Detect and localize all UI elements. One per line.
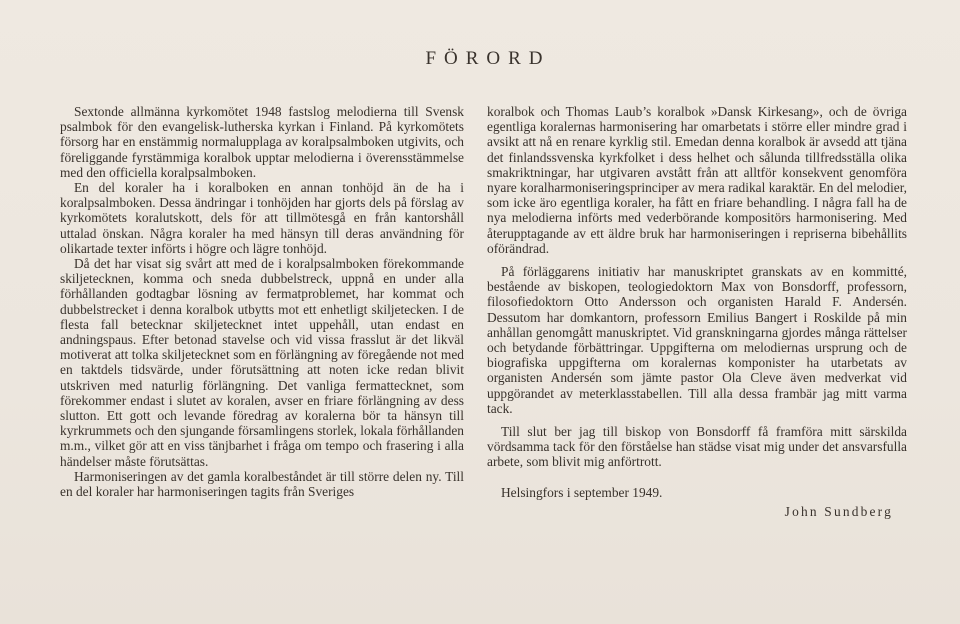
paragraph: Harmoniseringen av det gamla koralbeståndet är till större delen ny. Till en del koraler har harmoniseringen tagits från Sveriges xyxy=(60,468,464,500)
right-column xyxy=(487,104,907,519)
paragraph: På förläggarens initiativ har manuskriptet granskats av en kommitté, bestående av biskopen, teologiedoktorn Max von Bonsdorff, professorn, filosofiedoktorn Otto Andersson och organisten Harald F. Andersén. Dessutom har domkantorn, professorn Emilius Bangert i Roskilde på min anhållan genomgått manuskriptet. Vid granskningarna gjordes många rättelser och betydande förbättringar. Uppgifterna om melodiernas ursprung och de biografiska uppgifterna om koralernas komponister ha utarbetats av organisten Andersén som jämte pastor Ola Cleve även medverkat vid uppgörandet av meterklasstabellen. Till alla dessa frambär jag mitt varma tack. xyxy=(487,264,907,416)
signature: John Sundberg xyxy=(784,503,893,519)
paragraph: En del koraler ha i koralboken en annan tonhöjd än de ha i koralpsalmboken. Dessa ändringar i tonhöjden har gjorts dels på förslag av kyrkomötets koralutskott, dels för att tillmötesgå en från kantorshåll uttalad önskan. Några koraler ha med hänsyn till deras användning för olikartade texter införts i högre och lägre tonhöjd. xyxy=(60,180,464,256)
left-column xyxy=(60,104,464,499)
place-date: Helsingfors i september 1949. xyxy=(501,484,663,500)
paragraph: Då det har visat sig svårt att med de i koralpsalmboken förekommande skiljetecknen, komma och sneda dubbelstreck, uppnå en under alla förhållanden godtagbar lösning av fermatproblemet, har kommat och dubbelstrecket i denna koralbok utbytts mot ett enhetligt skiljetecken. I de flesta fall betecknar skiljetecknet intet uppehåll, utan endast en andningspaus. Efter betonad stavelse och vid vissa frasslut är det likväl motiverat att tolka skiljetecknet som en förlängning av föregående not med en taktdels tidsvärde, under förutsättning att noten icke redan blivit utskriven med naturlig förlängning. Det vanliga fermattecknet, som förekommer endast i slutet av koralen, avser en friare förlängning av dess slutton. Ett gott och levande föredrag av koralerna bör ta hänsyn till kyrkrummets och den sjungande församlingens storlek, lokala förhållanden m.m., vilket gör att en viss tänjbarhet i fråga om tempo och frasering i alla händelser måste förutsättas. xyxy=(60,256,464,469)
page-title: FÖRORD xyxy=(425,48,551,69)
paragraph: koralbok och Thomas Laub’s koralbok »Dansk Kirkesang», och de övriga egentliga koralernas harmonisering har omarbetats i större eller mindre grad i avsikt att nå en renare kyrklig stil. Emedan denna koralbok är avsedd att tjäna det finlandssvenska kyrkfolket i dess helhet och sålunda tillfredsställa olika smakriktningar, har utgivaren avstått från att alltför konsekvent genomföra nyare koralharmoniseringsprinciper av mera radikal karaktär. En del melodier, som icke äro egentliga koraler, ha fått en friare behandling. I några fall ha de nya melodierna införts med vederbörande kompositörs harmonisering. Med återupptagande av ett äldre bruk har harmoniseringen i repriserna bibehållits oförändrad. xyxy=(487,104,907,256)
paragraph: Till slut ber jag till biskop von Bonsdorff få framföra mitt särskilda vördsamma tack för den förståelse han städse visat mig under det ansvarsfulla arbete, som blivit mig anförtrott. xyxy=(487,424,907,470)
paragraph: Sextonde allmänna kyrkomötet 1948 fastslog melodierna till Svensk psalmbok för den evangelisk-lutherska kyrkan i Finland. På kyrkomötets försorg har en enstämmig normalupplaga av koralpsalmboken utgivits, och föreliggande fyrstämmiga koralbok upptar melodierna i överensstämmelse med den officiella koralpsalmboken. xyxy=(60,104,464,180)
